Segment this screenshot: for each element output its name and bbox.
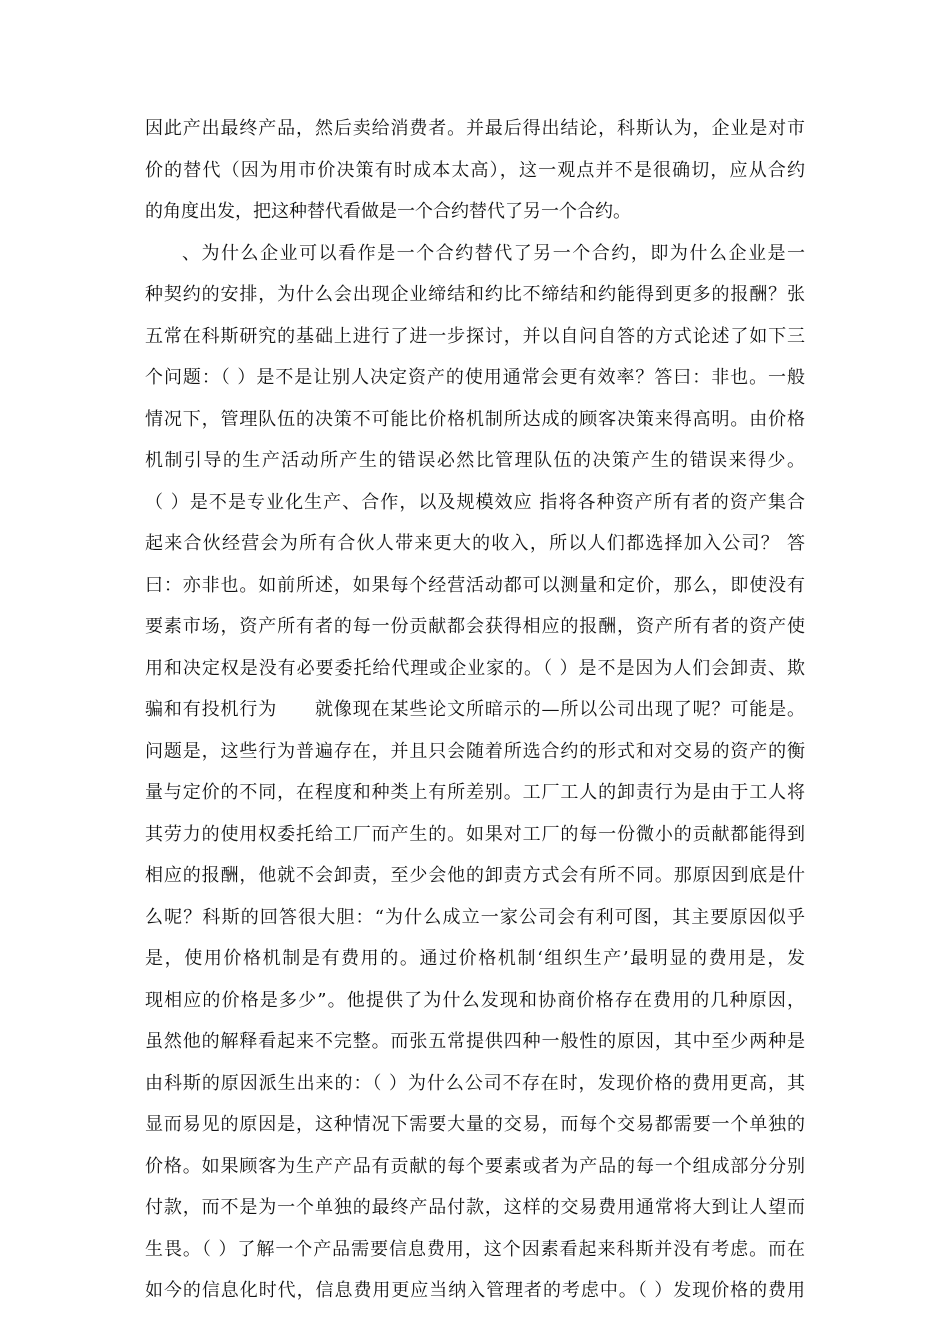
text-line: 机制引导的生产活动所产生的错误必然比管理队伍的决策产生的错误来得少。 [145, 450, 805, 471]
text-line: 情况下，管理队伍的决策不可能比价格机制所达成的顾客决策来得高明。由价格 [145, 409, 805, 430]
text-line: 用和决定权是没有必要委托给代理或企业家的。（ ）是不是因为人们会卸责、欺 [145, 658, 805, 679]
text-line: 的角度出发，把这种替代看做是一个合约替代了另一个合约。 [145, 201, 631, 222]
text-line: 、为什么企业可以看作是一个合约替代了另一个合约，即为什么企业是一 [182, 243, 805, 264]
text-line: 相应的报酬，他就不会卸责，至少会他的卸责方式会有所不同。那原因到底是什 [145, 865, 805, 886]
text-line: 曰：亦非也。如前所述，如果每个经营活动都可以测量和定价，那么，即使没有 [145, 575, 805, 596]
text-line: 付款，而不是为一个单独的最终产品付款，这样的交易费用通常将大到让人望而 [145, 1197, 805, 1218]
text-line: 是，使用价格机制是有费用的。通过价格机制‘组织生产’最明显的费用是，发 [145, 948, 805, 969]
text-line: 量与定价的不同，在程度和种类上有所差别。工厂工人的卸责行为是由于工人将 [145, 782, 805, 803]
text-line: 骗和有投机行为 就像现在某些论文所暗示的—所以公司出现了呢？可能是。 [145, 699, 805, 720]
text-line: 显而易见的原因是，这种情况下需要大量的交易，而每个交易都需要一个单独的 [145, 1114, 805, 1135]
text-line: 么呢？科斯的回答很大胆：“为什么成立一家公司会有利可图，其主要原因似乎 [145, 907, 805, 928]
text-line: 其劳力的使用权委托给工厂而产生的。如果对工厂的每一份微小的贡献都能得到 [145, 824, 805, 845]
text-line: 虽然他的解释看起来不完整。而张五常提供四种一般性的原因，其中至少两种是 [145, 1031, 805, 1052]
text-line: 如今的信息化时代，信息费用更应当纳入管理者的考虑中。（ ）发现价格的费用 [145, 1280, 805, 1301]
text-line: 价格。如果顾客为生产产品有贡献的每个要素或者为产品的每一个组成部分分别 [145, 1156, 805, 1177]
text-line: 问题是，这些行为普遍存在，并且只会随着所选合约的形式和对交易的资产的衡 [145, 741, 805, 762]
text-line: 生畏。（ ）了解一个产品需要信息费用，这个因素看起来科斯并没有考虑。而在 [145, 1239, 805, 1260]
text-line: 五常在科斯研究的基础上进行了进一步探讨，并以自问自答的方式论述了如下三 [145, 326, 805, 347]
text-line: 要素市场，资产所有者的每一份贡献都会获得相应的报酬，资产所有者的资产使 [145, 616, 805, 637]
text-line: 起来合伙经营会为所有合伙人带来更大的收入，所以人们都选择加入公司？ 答 [145, 533, 805, 554]
text-line: 现相应的价格是多少”。他提供了为什么发现和协商价格存在费用的几种原因， [145, 990, 805, 1011]
text-line: 由科斯的原因派生出来的：（ ）为什么公司不存在时，发现价格的费用更高，其 [145, 1073, 805, 1094]
text-line: 个问题：（ ）是不是让别人决定资产的使用通常会更有效率？答曰：非也。一般 [145, 367, 805, 388]
text-line: 价的替代（因为用市价决策有时成本太高），这一观点并不是很确切，应从合约 [145, 160, 805, 181]
text-line: 因此产出最终产品，然后卖给消费者。并最后得出结论，科斯认为，企业是对市 [145, 118, 805, 139]
text-line: 种契约的安排，为什么会出现企业缔结和约比不缔结和约能得到更多的报酬？张 [145, 284, 805, 305]
text-line: （ ）是不是专业化生产、合作，以及规模效应 指将各种资产所有者的资产集合 [145, 492, 805, 513]
